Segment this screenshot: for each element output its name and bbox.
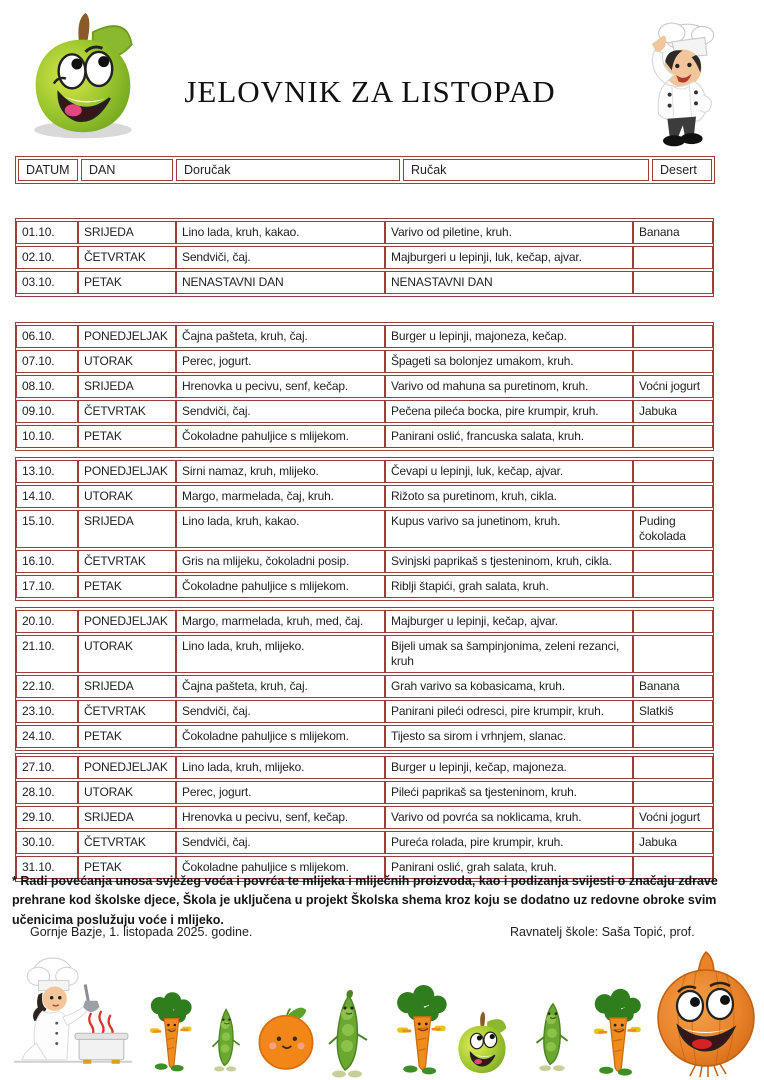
menu-row — [16, 575, 713, 598]
cell-day: PETAK — [78, 575, 176, 598]
menu-row — [16, 425, 713, 448]
cell-date: 17.10. — [16, 575, 78, 598]
cell-dessert — [633, 725, 713, 748]
cell-dessert: Voćni jogurt — [633, 375, 713, 398]
cell-day: SRIJEDA — [78, 510, 176, 548]
cell-day: ČETVRTAK — [78, 700, 176, 723]
cell-breakfast: Perec, jogurt. — [176, 350, 385, 373]
cell-dessert: Slatkiš — [633, 700, 713, 723]
week-menu-table — [15, 457, 714, 601]
cell-date: 14.10. — [16, 485, 78, 508]
cell-date: 09.10. — [16, 400, 78, 423]
cell-dessert — [633, 575, 713, 598]
cell-breakfast: Sirni namaz, kruh, mlijeko. — [176, 460, 385, 483]
menu-row — [16, 725, 713, 748]
chef-cartoon-icon — [618, 22, 730, 154]
cell-lunch: Burger u lepinji, majoneza, kečap. — [385, 325, 633, 348]
menu-row — [16, 550, 713, 573]
cell-lunch: Varivo od mahuna sa puretinom, kruh. — [385, 375, 633, 398]
cell-day: PONEDJELJAK — [78, 325, 176, 348]
carrot-cartoon-icon — [142, 992, 198, 1074]
cell-date: 03.10. — [16, 271, 78, 294]
cell-lunch: Majburger u lepinji, kečap, ajvar. — [385, 610, 633, 633]
cell-lunch: Pileći paprikaš sa tjesteninom, kruh. — [385, 781, 633, 804]
header-col-dorucak: Doručak — [176, 159, 400, 181]
pea-pod-cartoon-icon — [532, 998, 574, 1074]
cell-dessert: Jabuka — [633, 831, 713, 854]
cell-date: 13.10. — [16, 460, 78, 483]
cell-breakfast: Lino lada, kruh, kakao. — [176, 510, 385, 548]
cell-day: PETAK — [78, 725, 176, 748]
menu-row — [16, 635, 713, 673]
cell-lunch: Rižoto sa puretinom, kruh, cikla. — [385, 485, 633, 508]
menu-row — [16, 610, 713, 633]
cell-dessert: Banana — [633, 221, 713, 244]
cell-day: PETAK — [78, 856, 176, 879]
carrot-cartoon-icon — [585, 988, 647, 1080]
cell-lunch: Špageti sa bolonjez umakom, kruh. — [385, 350, 633, 373]
menu-row — [16, 510, 713, 548]
cell-dessert — [633, 485, 713, 508]
cell-dessert — [633, 425, 713, 448]
cell-dessert: Banana — [633, 675, 713, 698]
place-date-line: Gornje Bazje, 1. listopada 2025. godine. — [30, 925, 253, 939]
cell-dessert: Puding čokolada — [633, 510, 713, 548]
cooking-chef-cartoon-icon — [12, 954, 134, 1076]
principal-signature: Ravnatelj škole: Saša Topić, prof. — [510, 925, 695, 939]
cell-day: PONEDJELJAK — [78, 460, 176, 483]
header-col-datum: DATUM — [18, 159, 78, 181]
pea-pod-cartoon-icon — [325, 988, 371, 1080]
bottom-decorations — [0, 950, 764, 1080]
cell-day: ČETVRTAK — [78, 400, 176, 423]
cell-date: 24.10. — [16, 725, 78, 748]
cell-dessert — [633, 781, 713, 804]
cell-date: 15.10. — [16, 510, 78, 548]
cell-date: 28.10. — [16, 781, 78, 804]
page-title: JELOVNIK ZA LISTOPAD — [184, 74, 556, 109]
cell-breakfast: Lino lada, kruh, mlijeko. — [176, 756, 385, 779]
menu-row — [16, 221, 713, 244]
cell-date: 23.10. — [16, 700, 78, 723]
cell-date: 27.10. — [16, 756, 78, 779]
cell-dessert — [633, 246, 713, 269]
cell-dessert — [633, 350, 713, 373]
header-col-rucak: Ručak — [403, 159, 649, 181]
cell-lunch: Pureća rolada, pire krumpir, kruh. — [385, 831, 633, 854]
cell-breakfast: Čajna pašteta, kruh, čaj. — [176, 675, 385, 698]
menu-row — [16, 806, 713, 829]
menu-header-table — [15, 156, 715, 184]
cell-dessert — [633, 610, 713, 633]
cell-date: 20.10. — [16, 610, 78, 633]
cell-date: 29.10. — [16, 806, 78, 829]
cell-day: PONEDJELJAK — [78, 610, 176, 633]
cell-dessert — [633, 756, 713, 779]
orange-cartoon-icon — [255, 998, 317, 1076]
cell-lunch: Riblji štapići, grah salata, kruh. — [385, 575, 633, 598]
cell-breakfast: NENASTAVNI DAN — [176, 271, 385, 294]
cell-date: 07.10. — [16, 350, 78, 373]
cell-day: UTORAK — [78, 635, 176, 673]
cell-day: SRIJEDA — [78, 806, 176, 829]
cell-date: 08.10. — [16, 375, 78, 398]
menu-row — [16, 485, 713, 508]
cell-lunch: Burger u lepinji, kečap, majoneza. — [385, 756, 633, 779]
school-scheme-footnote: * Radi povećanja unosa svježeg voća i povrća te mlijeka i mliječnih proizvoda, kao i podizanja svijesti o značaju zdrave prehrane kod školske djece, Škola je uključena u projekt Školska shema kroz koju se dodatno uz redovne obroke svim učenicima poslužuju voće i mlijeko. — [12, 874, 718, 927]
carrot-cartoon-icon — [390, 984, 452, 1078]
cell-date: 06.10. — [16, 325, 78, 348]
menu-row — [16, 700, 713, 723]
week-menu-table — [15, 607, 714, 751]
menu-row — [16, 246, 713, 269]
cell-date: 21.10. — [16, 635, 78, 673]
cell-lunch: Kupus varivo sa junetinom, kruh. — [385, 510, 633, 548]
cell-lunch: Bijeli umak sa šampinjonima, zeleni rezanci, kruh — [385, 635, 633, 673]
cell-breakfast: Sendviči, čaj. — [176, 831, 385, 854]
cell-lunch: Čevapi u lepinji, luk, kečap, ajvar. — [385, 460, 633, 483]
menu-row — [16, 781, 713, 804]
cell-lunch: Grah varivo sa kobasicama, kruh. — [385, 675, 633, 698]
cell-breakfast: Lino lada, kruh, mlijeko. — [176, 635, 385, 673]
cell-day: PETAK — [78, 271, 176, 294]
cell-lunch: Pečena pileća bocka, pire krumpir, kruh. — [385, 400, 633, 423]
cell-lunch: Panirani pileći odresci, pire krumpir, kruh. — [385, 700, 633, 723]
cell-lunch: NENASTAVNI DAN — [385, 271, 633, 294]
cell-date: 30.10. — [16, 831, 78, 854]
cell-breakfast: Perec, jogurt. — [176, 781, 385, 804]
cell-lunch: Panirani oslić, francuska salata, kruh. — [385, 425, 633, 448]
cell-dessert: Voćni jogurt — [633, 806, 713, 829]
cell-dessert — [633, 460, 713, 483]
cell-dessert — [633, 550, 713, 573]
cell-day: SRIJEDA — [78, 375, 176, 398]
week-menu-table — [15, 218, 714, 297]
cell-breakfast: Čajna pašteta, kruh, čaj. — [176, 325, 385, 348]
cell-day: UTORAK — [78, 781, 176, 804]
cell-lunch: Majburgeri u lepinji, luk, kečap, ajvar. — [385, 246, 633, 269]
cell-day: ČETVRTAK — [78, 246, 176, 269]
header-col-dan: DAN — [81, 159, 173, 181]
cell-breakfast: Lino lada, kruh, kakao. — [176, 221, 385, 244]
menu-row — [16, 325, 713, 348]
cell-day: ČETVRTAK — [78, 831, 176, 854]
cell-day: SRIJEDA — [78, 675, 176, 698]
cell-breakfast: Gris na mlijeku, čokoladni posip. — [176, 550, 385, 573]
cell-lunch: Varivo od piletine, kruh. — [385, 221, 633, 244]
cell-dessert: Jabuka — [633, 400, 713, 423]
header-col-desert: Desert — [652, 159, 712, 181]
cell-day: ČETVRTAK — [78, 550, 176, 573]
cell-breakfast: Čokoladne pahuljice s mlijekom. — [176, 425, 385, 448]
cell-lunch: Varivo od povrća sa noklicama, kruh. — [385, 806, 633, 829]
week-menu-table — [15, 322, 714, 451]
cell-date: 16.10. — [16, 550, 78, 573]
cell-breakfast: Hrenovka u pecivu, senf, kečap. — [176, 806, 385, 829]
cell-breakfast: Čokoladne pahuljice s mlijekom. — [176, 856, 385, 879]
cell-breakfast: Hrenovka u pecivu, senf, kečap. — [176, 375, 385, 398]
cell-date: 22.10. — [16, 675, 78, 698]
cell-lunch: Tijesto sa sirom i vrhnjem, slanac. — [385, 725, 633, 748]
cell-day: PONEDJELJAK — [78, 756, 176, 779]
cell-breakfast: Čokoladne pahuljice s mlijekom. — [176, 725, 385, 748]
cell-dessert — [633, 271, 713, 294]
onion-cartoon-icon — [650, 950, 762, 1078]
cell-day: UTORAK — [78, 350, 176, 373]
menu-row — [16, 831, 713, 854]
pea-pod-cartoon-icon — [207, 1006, 245, 1074]
apple-cartoon-icon — [450, 1006, 514, 1080]
cell-lunch: Panirani oslić, grah salata, kruh. — [385, 856, 633, 879]
cell-day: SRIJEDA — [78, 221, 176, 244]
menu-row — [16, 675, 713, 698]
cell-breakfast: Sendviči, čaj. — [176, 700, 385, 723]
menu-row — [16, 400, 713, 423]
menu-row — [16, 271, 713, 294]
cell-breakfast: Sendviči, čaj. — [176, 246, 385, 269]
cell-dessert — [633, 635, 713, 673]
cell-date: 10.10. — [16, 425, 78, 448]
menu-row — [16, 460, 713, 483]
menu-row — [16, 375, 713, 398]
cell-date: 31.10. — [16, 856, 78, 879]
cell-breakfast: Margo, marmelada, čaj, kruh. — [176, 485, 385, 508]
week-menu-table — [15, 753, 714, 882]
cell-dessert — [633, 325, 713, 348]
cell-date: 02.10. — [16, 246, 78, 269]
menu-row — [16, 756, 713, 779]
cell-breakfast: Sendviči, čaj. — [176, 400, 385, 423]
cell-day: UTORAK — [78, 485, 176, 508]
cell-date: 01.10. — [16, 221, 78, 244]
cell-breakfast: Margo, marmelada, kruh, med, čaj. — [176, 610, 385, 633]
cell-day: PETAK — [78, 425, 176, 448]
cell-breakfast: Čokoladne pahuljice s mlijekom. — [176, 575, 385, 598]
menu-row — [16, 350, 713, 373]
cell-lunch: Svinjski paprikaš s tjesteninom, kruh, cikla. — [385, 550, 633, 573]
